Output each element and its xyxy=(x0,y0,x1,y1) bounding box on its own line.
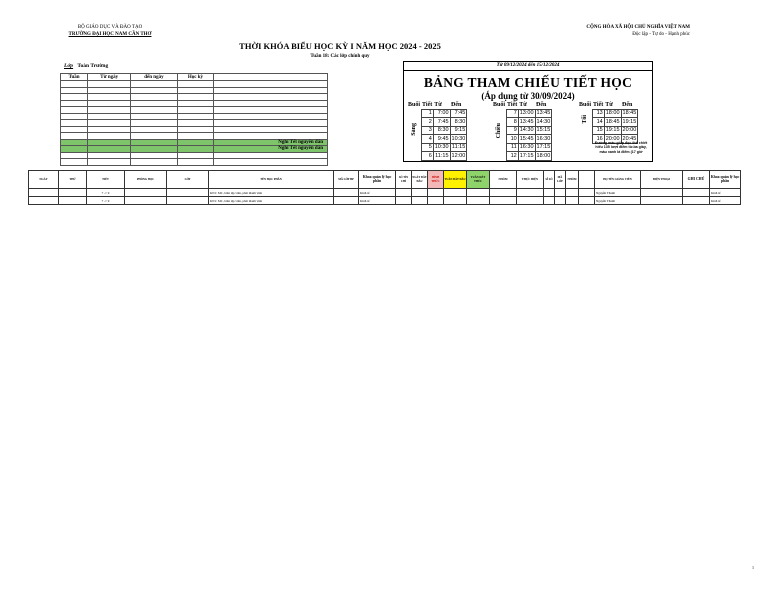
evening-table xyxy=(578,101,638,144)
col-credits: SỐ TÍN CHỈ xyxy=(396,171,412,189)
date-range: Từ 09/12/2024 đến 15/12/2024 xyxy=(403,61,653,71)
col-room: PHÒNG HỌC xyxy=(125,171,167,189)
col-group-2: NHÓM xyxy=(566,171,579,189)
session-cell xyxy=(492,135,506,144)
period-number: 3 xyxy=(421,126,433,135)
period-row xyxy=(578,126,638,135)
grid-header-week: Tuần xyxy=(61,74,88,81)
class-label: Lớp xyxy=(64,63,74,69)
period-row xyxy=(407,135,467,144)
header-left xyxy=(40,24,180,38)
period-row xyxy=(407,152,467,161)
period-number: 7 xyxy=(506,109,518,118)
period-end: 16:30 xyxy=(536,135,551,142)
grid-header-from: Từ ngày xyxy=(88,74,131,81)
period-number: 10 xyxy=(506,135,518,144)
session-cell xyxy=(578,118,592,127)
session-cell xyxy=(407,135,421,144)
afternoon-table xyxy=(492,101,552,161)
col-class: LỚP xyxy=(167,171,209,189)
period-end: 18:45 xyxy=(622,110,637,117)
cell-faculty: Kinh tế xyxy=(359,189,396,197)
period-row xyxy=(407,118,467,127)
session-cell xyxy=(407,109,421,118)
col-to: Đến xyxy=(536,101,547,108)
period-number: 8 xyxy=(506,118,518,127)
col-course-code: MÃ LỚP HP xyxy=(334,171,359,189)
period-row xyxy=(407,143,467,152)
period-row xyxy=(578,118,638,127)
session-cell xyxy=(492,143,506,152)
period-end: 18:00 xyxy=(536,152,551,159)
period-row xyxy=(578,109,638,118)
period-end: 12:00 xyxy=(451,152,466,159)
period-row xyxy=(492,143,552,152)
cell-period: 7 -> 9 xyxy=(87,197,125,205)
col-implementation: THỰC HIỆN xyxy=(517,171,544,189)
class-value: Toàn Trường xyxy=(77,63,109,69)
col-faculty-2: Khoa quản lý học phần xyxy=(710,171,741,189)
afternoon-label: Chiều xyxy=(496,123,502,139)
session-cell xyxy=(578,135,592,144)
reference-title: BẢNG THAM CHIẾU TIẾT HỌC xyxy=(423,75,633,90)
period-row xyxy=(492,152,552,161)
period-end: 13:45 xyxy=(536,110,551,117)
cell-faculty-2: Kinh tế xyxy=(710,189,741,197)
header-right xyxy=(520,24,690,38)
period-number: 9 xyxy=(506,126,518,135)
period-start: 9:45 xyxy=(433,135,450,144)
col-note: GHI CHÚ xyxy=(683,171,710,189)
col-date: NGÀY xyxy=(29,171,59,189)
table-row xyxy=(29,197,741,205)
period-end: 20:00 xyxy=(622,127,637,134)
page-subtitle: Tuần 18: Các lớp chính quy xyxy=(310,54,370,59)
col-class-code: MÃ LỚP xyxy=(555,171,566,189)
national-motto: Độc lập - Tự do - Hạnh phúc xyxy=(632,32,690,37)
period-start: 17:15 xyxy=(519,152,534,159)
period-end: 15:15 xyxy=(536,127,551,134)
schedule-header-row xyxy=(29,171,741,189)
session-cell xyxy=(492,109,506,118)
period-start: 11:15 xyxy=(435,152,449,159)
morning-label: Sáng xyxy=(411,123,417,136)
period-end: 8:30 xyxy=(450,118,467,127)
page-number: 1 xyxy=(752,565,754,570)
col-group: NHÓM xyxy=(490,171,517,189)
col-period: Tiết xyxy=(593,101,604,108)
grid-header-semester: Học kỳ xyxy=(177,74,214,81)
session-cell xyxy=(407,118,421,127)
period-end: 20:45 xyxy=(622,135,637,142)
period-start: 10:30 xyxy=(434,144,449,151)
period-end: 14:30 xyxy=(536,118,551,125)
cell-faculty-2: Kinh tế xyxy=(710,197,741,205)
page-title: THỜI KHÓA BIỂU HỌC KỲ I NĂM HỌC 2024 - 2025 xyxy=(239,41,441,51)
period-number: 1 xyxy=(421,109,433,118)
cell-course: KN1: MC, biên tập viên, phát thanh viên xyxy=(209,189,334,197)
cell-period: 7 -> 9 xyxy=(87,189,125,197)
period-end: 19:15 xyxy=(622,118,637,125)
col-size: SĨ SỐ xyxy=(544,171,555,189)
period-start: 18:00 xyxy=(605,110,620,117)
grid-header-to: đến ngày xyxy=(131,74,177,81)
period-number: 14 xyxy=(592,118,604,127)
period-row xyxy=(407,109,467,118)
period-start: 18:45 xyxy=(605,118,620,125)
grid-row xyxy=(61,159,328,166)
col-faculty: Khoa quản lý học phần xyxy=(359,171,396,189)
period-row xyxy=(492,109,552,118)
ministry-name: BỘ GIÁO DỤC VÀ ĐÀO TẠO xyxy=(77,25,143,30)
col-period: Tiết xyxy=(422,101,433,108)
col-phone: ĐIỆN THOẠI xyxy=(641,171,683,189)
period-start: 16:30 xyxy=(519,144,534,151)
week-grid xyxy=(60,73,328,166)
col-to: Đến xyxy=(451,101,462,108)
period-end: 9:15 xyxy=(450,126,467,135)
col-weekday: THỨ xyxy=(59,171,87,189)
col-period: Tiết xyxy=(507,101,518,108)
cell-lecturer: Nguyễn Thanh xyxy=(595,197,641,205)
period-reference-box xyxy=(403,70,653,162)
session-cell xyxy=(578,126,592,135)
period-end: 10:30 xyxy=(451,135,466,142)
cell-faculty: Kinh tế xyxy=(359,197,396,205)
evening-label: Tối xyxy=(582,115,588,124)
period-end: 17:15 xyxy=(536,144,551,151)
university-name: TRƯỜNG ĐẠI HỌC NAM CẦN THƠ xyxy=(68,32,152,37)
session-cell xyxy=(492,152,506,161)
period-number: 16 xyxy=(592,135,604,144)
period-start: 13:00 xyxy=(519,110,534,117)
republic-name: CỘNG HÒA XÃ HỘI CHỦ NGHĨA VIỆT NAM xyxy=(586,25,690,30)
period-number: 6 xyxy=(421,152,433,161)
cell-lecturer: Nguyễn Thanh xyxy=(595,189,641,197)
period-row xyxy=(407,126,467,135)
period-number: 5 xyxy=(421,143,433,152)
period-row xyxy=(492,118,552,127)
period-number: 15 xyxy=(592,126,604,135)
period-number: 4 xyxy=(421,135,433,144)
col-session: Buổi xyxy=(579,102,592,108)
col-start-date: NGÀY BẮT ĐẦU xyxy=(412,171,428,189)
col-period: TIẾT xyxy=(87,171,125,189)
col-from: Từ xyxy=(434,101,442,108)
col-lecturer: HỌ TÊN GIẢNG VIÊN xyxy=(595,171,641,189)
period-start: 19:15 xyxy=(605,127,620,134)
reference-subtitle: (Áp dụng từ 30/09/2024) xyxy=(481,91,575,101)
period-number: 2 xyxy=(421,118,433,127)
session-cell xyxy=(407,152,421,161)
period-number: 12 xyxy=(506,152,518,161)
reference-note: Đường màu giúp đọc thể chiết hiểu 135 lượt điểm từ-ba giày, màu xanh lá điểm (17 giờ xyxy=(594,141,648,154)
period-row xyxy=(492,126,552,135)
period-number: 11 xyxy=(506,143,518,152)
col-course-name: TÊN HỌC PHẦN xyxy=(209,171,334,189)
morning-table xyxy=(407,101,467,161)
period-start: 8:30 xyxy=(433,126,450,135)
period-row xyxy=(492,135,552,144)
session-cell xyxy=(407,126,421,135)
session-cell xyxy=(492,118,506,127)
period-end: 11:15 xyxy=(451,144,466,151)
holiday-text: Nghỉ Tết nguyên đán xyxy=(214,146,328,153)
period-number: 13 xyxy=(592,109,604,118)
cell-course: KN1: MC, biên tập viên, phát thanh viên xyxy=(209,197,334,205)
col-format: HÌNH THỨC xyxy=(428,171,444,189)
period-end: 7:45 xyxy=(450,109,467,118)
col-session: Buổi xyxy=(493,102,506,108)
holiday-text: Nghỉ Tết nguyên đán xyxy=(214,139,328,146)
schedule-table xyxy=(28,170,741,205)
class-line xyxy=(64,63,108,69)
col-start-week: TUẦN BẮT ĐẦU xyxy=(444,171,467,189)
period-start: 13:45 xyxy=(519,118,534,125)
col-to: Đến xyxy=(622,101,633,108)
col-end-week: TUẦN KẾT THÚC xyxy=(467,171,490,189)
col-session: Buổi xyxy=(408,102,421,108)
session-cell xyxy=(407,143,421,152)
table-row xyxy=(29,189,741,197)
period-start: 14:30 xyxy=(519,127,534,134)
period-start: 15:45 xyxy=(519,135,534,142)
period-start: 7:45 xyxy=(433,118,450,127)
session-cell xyxy=(492,126,506,135)
col-from: Từ xyxy=(605,101,613,108)
period-start: 20:00 xyxy=(605,135,620,142)
col-from: Từ xyxy=(519,101,527,108)
session-cell xyxy=(578,109,592,118)
period-start: 7:00 xyxy=(433,109,450,118)
